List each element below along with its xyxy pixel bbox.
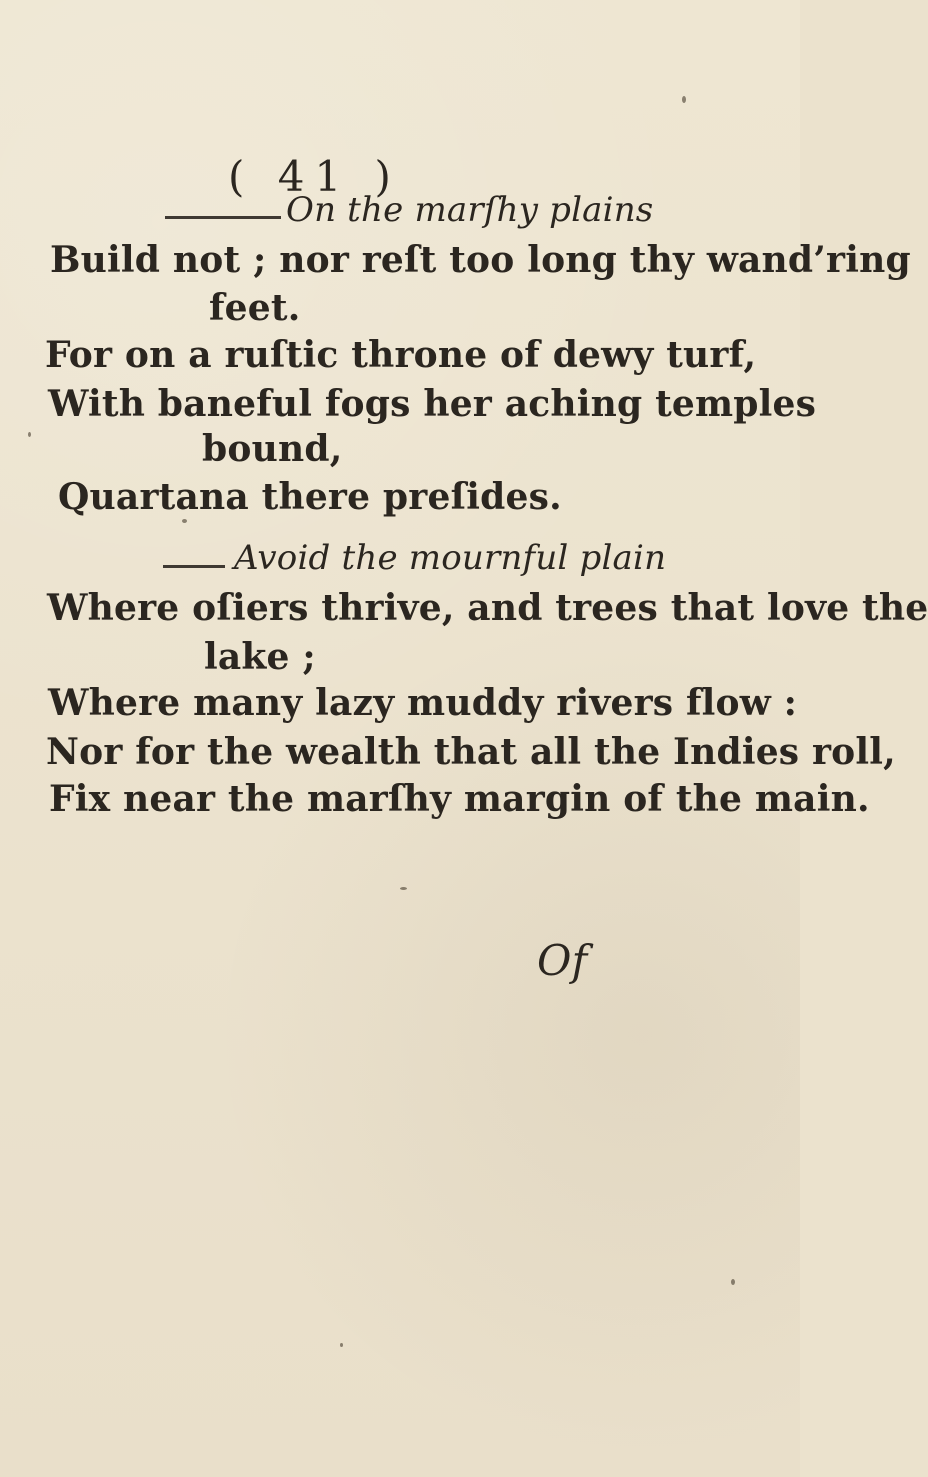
paper-speck [28, 432, 31, 437]
paper-speck [340, 1343, 343, 1347]
paper-speck [400, 887, 407, 890]
poem-line: Build not ; nor reſt too long thy wand’ring [50, 239, 911, 281]
poem-line: For on a ruſtic throne of dewy turf, [45, 334, 757, 376]
poem-line: Avoid the mournful plain [234, 538, 667, 578]
poem-line: With baneful fogs her aching temples [48, 383, 817, 425]
paper-speck [682, 96, 686, 103]
paper-speck [731, 1279, 735, 1285]
poem-line: On the marſhy plains [286, 190, 654, 230]
line-dash [165, 216, 281, 219]
paper-speck [182, 519, 187, 523]
poem-line: Fix near the marſhy margin of the main. [49, 778, 870, 820]
poem-line: Where many lazy muddy rivers flow : [48, 682, 798, 724]
poem-line: Where oſiers thrive, and trees that love the [47, 587, 928, 629]
poem-line: feet. [209, 287, 301, 329]
catchword: Of [537, 936, 588, 985]
poem-line: Nor for the wealth that all the Indies roll, [46, 731, 896, 773]
line-dash [163, 565, 225, 568]
page-number: ( 41 ) [228, 152, 401, 201]
poem-line: bound, [202, 428, 343, 470]
poem-line: Quartana there preſides. [58, 476, 562, 518]
poem-line: lake ; [204, 636, 316, 678]
